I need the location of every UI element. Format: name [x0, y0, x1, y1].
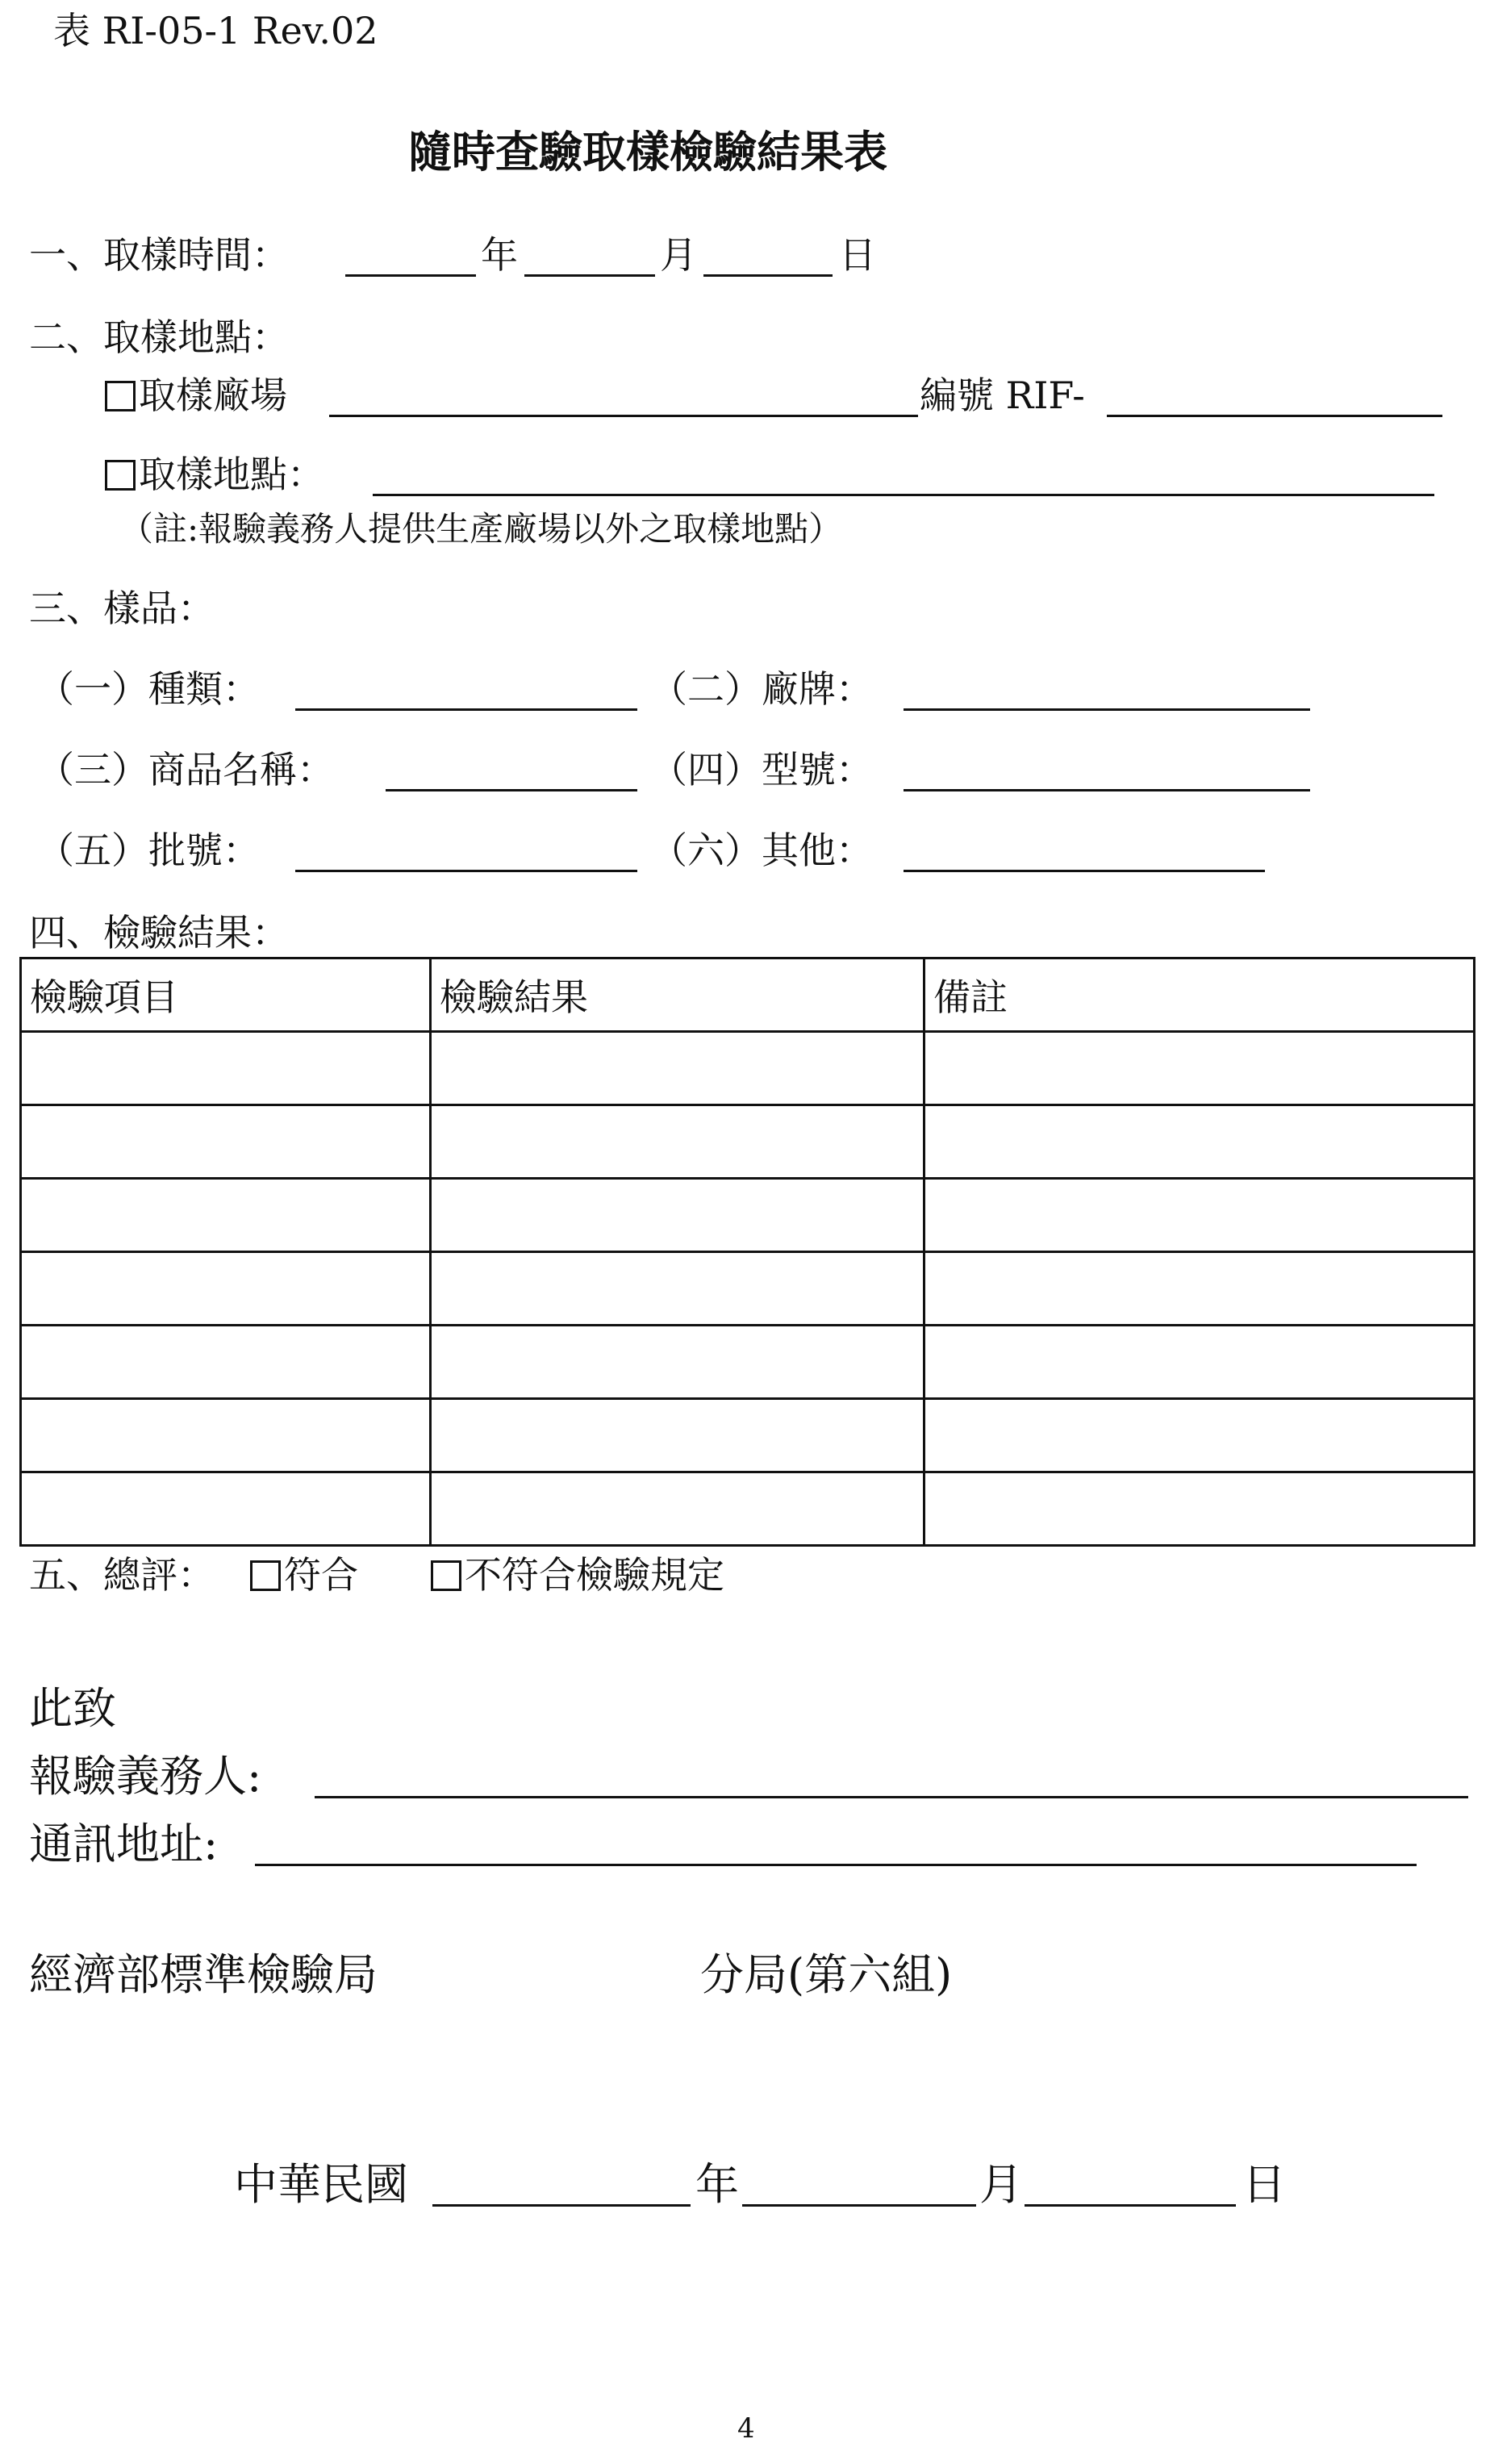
day-suffix: 日: [839, 233, 876, 277]
section1-label: 一、取樣時間：: [29, 233, 289, 277]
table-row: [21, 1179, 1475, 1252]
section2-label: 二、取樣地點：: [29, 315, 289, 359]
sample-brand-field[interactable]: [904, 708, 1310, 711]
batch-field[interactable]: [295, 870, 637, 872]
table-cell[interactable]: [924, 1472, 1475, 1546]
page-number: 4: [737, 2412, 755, 2445]
form-code: 表 RI-05-1 Rev.02: [53, 9, 378, 52]
pass-label: 符合: [284, 1553, 358, 1597]
site-checkbox[interactable]: [105, 460, 136, 491]
other-field[interactable]: [904, 870, 1265, 872]
code-label: 編號 RIF-: [920, 374, 1085, 417]
section3-label: 三、樣品：: [29, 587, 215, 630]
model-label: （四）型號：: [650, 748, 873, 791]
month-suffix: 月: [660, 233, 697, 277]
table-cell[interactable]: [431, 1179, 924, 1252]
site-note: （註:報驗義務人提供生產廠場以外之取樣地點）: [119, 509, 843, 549]
table-row: [21, 1326, 1475, 1399]
sign-day-suffix: 日: [1242, 2159, 1286, 2210]
site-label: 取樣地點：: [139, 453, 324, 496]
page-title: 隨時查驗取樣檢驗結果表: [408, 126, 887, 177]
sign-month-suffix: 月: [979, 2159, 1023, 2210]
table-cell[interactable]: [21, 1179, 431, 1252]
results-table: [19, 957, 1475, 1547]
year-suffix: 年: [481, 233, 518, 277]
pass-option[interactable]: [250, 1552, 358, 1597]
sample-type-field[interactable]: [295, 708, 637, 711]
table-cell[interactable]: [924, 1179, 1475, 1252]
sample-day-field[interactable]: [703, 274, 833, 277]
sample-type-label: （一）種類：: [37, 667, 260, 711]
table-row: [21, 1252, 1475, 1326]
sign-year-field[interactable]: [432, 2204, 691, 2207]
applicant-label: 報驗義務人:: [29, 1751, 262, 1802]
sign-year-suffix: 年: [695, 2159, 739, 2210]
era-label: 中華民國: [234, 2159, 408, 2210]
branch-name: 分局(第六組): [700, 1949, 953, 2000]
factory-option[interactable]: [105, 373, 287, 418]
sample-month-field[interactable]: [524, 274, 655, 277]
column-header-remark: 備註: [924, 958, 1475, 1032]
table-row: [21, 1105, 1475, 1179]
table-cell[interactable]: [431, 1472, 924, 1546]
factory-name-field[interactable]: [329, 415, 918, 417]
fail-label: 不符合檢驗規定: [465, 1553, 724, 1597]
fail-checkbox[interactable]: [431, 1560, 461, 1591]
product-name-label: （三）商品名稱：: [37, 748, 334, 791]
pass-checkbox[interactable]: [250, 1560, 281, 1591]
table-cell[interactable]: [431, 1326, 924, 1399]
site-address-field[interactable]: [373, 494, 1434, 496]
section4-label: 四、檢驗結果：: [29, 911, 289, 954]
section5-label: 五、總評：: [29, 1553, 215, 1597]
batch-label: （五）批號：: [37, 829, 260, 872]
product-name-field[interactable]: [386, 789, 637, 791]
sample-year-field[interactable]: [345, 274, 476, 277]
table-cell[interactable]: [21, 1326, 431, 1399]
address-field[interactable]: [255, 1864, 1417, 1866]
factory-label: 取樣廠場: [139, 374, 287, 417]
table-cell[interactable]: [21, 1399, 431, 1472]
table-cell[interactable]: [431, 1032, 924, 1105]
sample-brand-label: （二）廠牌：: [650, 667, 873, 711]
model-field[interactable]: [904, 789, 1310, 791]
table-cell[interactable]: [21, 1472, 431, 1546]
table-cell[interactable]: [431, 1105, 924, 1179]
other-label: （六）其他：: [650, 829, 873, 872]
sign-month-field[interactable]: [742, 2204, 976, 2207]
factory-code-field[interactable]: [1107, 415, 1442, 417]
factory-checkbox[interactable]: [105, 381, 136, 411]
table-cell[interactable]: [21, 1252, 431, 1326]
results-header-row: [21, 958, 1475, 1032]
table-row: [21, 1472, 1475, 1546]
table-cell[interactable]: [21, 1105, 431, 1179]
table-cell[interactable]: [431, 1399, 924, 1472]
table-cell[interactable]: [924, 1399, 1475, 1472]
fail-option[interactable]: [431, 1552, 724, 1597]
column-header-result: 檢驗結果: [431, 958, 924, 1032]
table-row: [21, 1032, 1475, 1105]
table-row: [21, 1399, 1475, 1472]
table-cell[interactable]: [924, 1105, 1475, 1179]
address-label: 通訊地址:: [29, 1819, 219, 1869]
table-cell[interactable]: [924, 1252, 1475, 1326]
salutation: 此致: [29, 1683, 116, 1734]
applicant-field[interactable]: [315, 1796, 1468, 1798]
table-cell[interactable]: [21, 1032, 431, 1105]
table-cell[interactable]: [924, 1326, 1475, 1399]
site-option[interactable]: [105, 452, 324, 497]
column-header-item: 檢驗項目: [21, 958, 431, 1032]
table-cell[interactable]: [924, 1032, 1475, 1105]
bureau-name: 經濟部標準檢驗局: [29, 1949, 378, 2000]
sign-day-field[interactable]: [1025, 2204, 1236, 2207]
table-cell[interactable]: [431, 1252, 924, 1326]
